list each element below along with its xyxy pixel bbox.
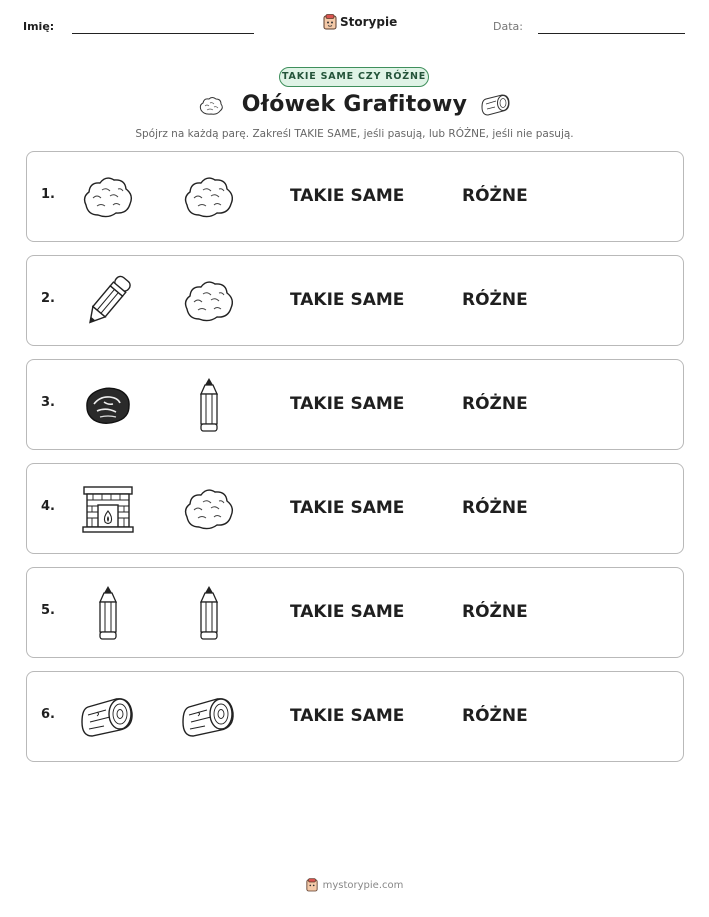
name-line[interactable] [72,33,254,34]
footer-url[interactable]: mystorypie.com [322,879,404,891]
upright-pencil-icon [181,377,237,433]
name-label: Imię: [23,20,55,33]
different-option[interactable]: RÓŻNE [462,394,528,414]
row-number: 5. [41,603,55,618]
question-row [26,671,684,762]
page-title: Ołówek Grafitowy [241,92,468,117]
brand-logo [323,14,397,30]
different-option[interactable]: RÓŻNE [462,186,528,206]
upright-pencil-icon [181,585,237,641]
question-row [26,463,684,554]
different-option[interactable]: RÓŻNE [462,602,528,622]
same-option[interactable]: TAKIE SAME [290,394,405,414]
different-option[interactable]: RÓŻNE [462,290,528,310]
different-option[interactable]: RÓŻNE [462,498,528,518]
row-number: 4. [41,499,55,514]
same-option[interactable]: TAKIE SAME [290,186,405,206]
row-number: 2. [41,291,55,306]
row-number: 6. [41,707,55,722]
date-line[interactable] [538,33,685,34]
row-number: 1. [41,187,55,202]
different-option[interactable]: RÓŻNE [462,706,528,726]
wooden-log-icon [181,689,237,745]
same-option[interactable]: TAKIE SAME [290,602,405,622]
storypie-logo-icon [306,878,318,892]
graphite-lump-icon [80,169,136,225]
same-option[interactable]: TAKIE SAME [290,290,405,310]
question-row [26,151,684,242]
graphite-lump-icon [181,273,237,329]
question-row [26,359,684,450]
coal-icon [80,377,136,433]
worksheet-type-badge: TAKIE SAME CZY RÓŻNE [279,67,429,87]
graphite-lump-icon [181,481,237,537]
same-option[interactable]: TAKIE SAME [290,498,405,518]
pencil-icon [80,273,136,329]
brand-name: Storypie [340,15,398,29]
storypie-logo-icon [323,14,337,30]
graphite-lump-icon [181,169,237,225]
question-row [26,255,684,346]
wooden-log-icon [80,689,136,745]
upright-pencil-icon [80,585,136,641]
row-number: 3. [41,395,55,410]
wooden-log-icon [481,93,511,117]
question-row [26,567,684,658]
footer [0,878,709,892]
instructions: Spójrz na każdą parę. Zakreśl TAKIE SAME, jeśli pasują, lub RÓŻNE, jeśli nie pasują. [135,128,574,140]
fireplace-icon [80,481,136,537]
date-label: Data: [493,20,523,33]
same-option[interactable]: TAKIE SAME [290,706,405,726]
